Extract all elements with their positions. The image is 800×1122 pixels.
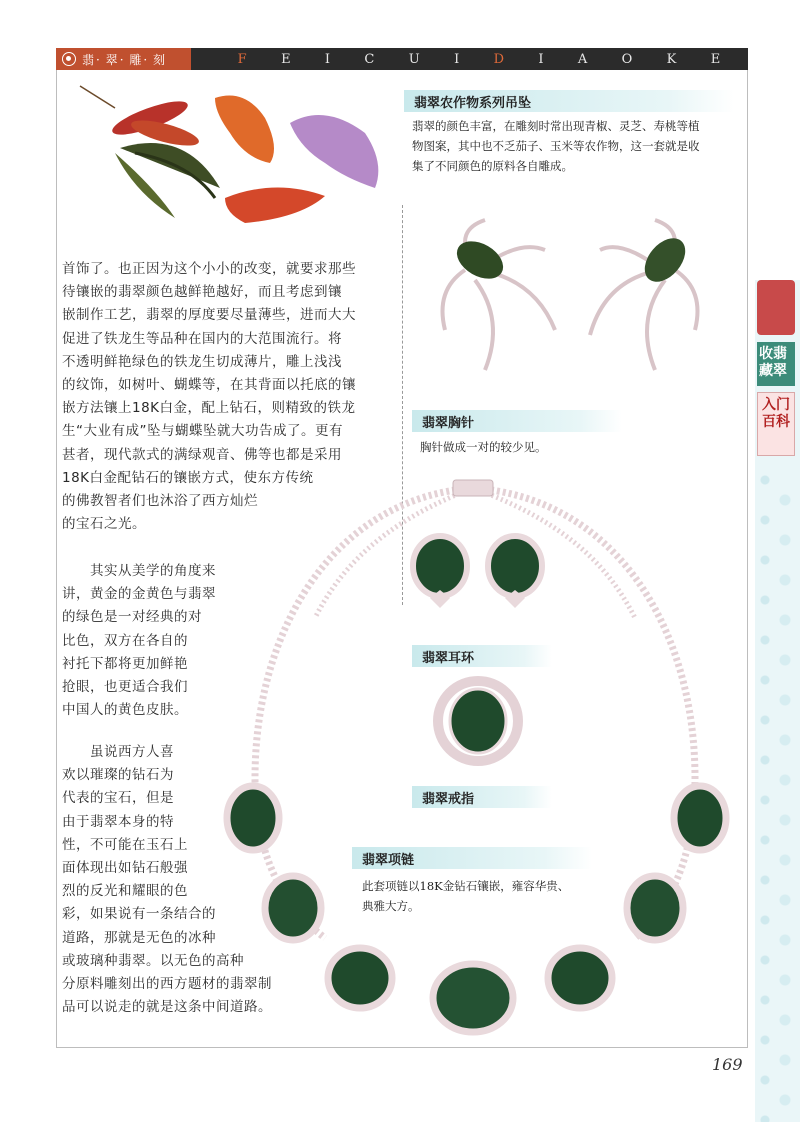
header-bar — [56, 48, 748, 70]
body-line: 不透明鲜艳绿色的铁龙生切成薄片，雕上浅浅 — [62, 353, 342, 370]
header-char: 翠 — [105, 52, 118, 67]
body-line: 性，不可能在玉石上 — [62, 836, 188, 853]
pendant-title-text: 翡翠农作物系列吊坠 — [414, 95, 532, 111]
body-line: 其实从美学的角度来 — [62, 563, 216, 579]
body-line: 待镶嵌的翡翠颜色越鲜艳越好，而且考虑到镶 — [62, 284, 342, 301]
pinyin-letter: K — [666, 51, 678, 67]
body-line: 讲，黄金的金黄色与翡翠 — [62, 586, 216, 603]
side-tab-line: 收翡 — [759, 346, 787, 362]
pinyin-letter: I — [324, 51, 332, 67]
body-line: 品可以说走的就是这条中间道路。 — [62, 999, 272, 1016]
body-line: 或玻璃种翡翠。以无色的高种 — [62, 952, 244, 969]
pinyin-letter: C — [364, 51, 376, 67]
brooch-caption-text: 胸针做成一对的较少见。 — [420, 440, 547, 454]
pinyin-letter: E — [710, 51, 722, 67]
caption-line: 物图案，其中也不乏茄子、玉米等农作物，这一套就是收 — [412, 139, 700, 153]
body-line: 抢眼，也更适合我们 — [62, 679, 188, 696]
necklace-title-text: 翡翠项链 — [362, 852, 415, 868]
floral-pattern — [755, 470, 800, 1122]
pinyin-letter: D — [493, 51, 505, 67]
body-line: 中国人的黄色皮肤。 — [62, 702, 188, 719]
vegetable-pendants-image — [75, 78, 395, 238]
page-number: 169 — [712, 1055, 743, 1074]
body-line: 衬托下都将更加鲜艳 — [62, 655, 188, 672]
body-line: 的纹饰，如树叶、蝴蝶等，在其背面以托底的镶 — [62, 377, 356, 394]
caption-line: 此套项链以18K金钻石镶嵌，雍容华贵、 — [362, 879, 570, 893]
caption-line: 翡翠的颜色丰富，在雕刻时常出现青椒、灵芝、寿桃等植 — [412, 119, 700, 133]
body-line: 分原料雕刻出的西方题材的翡翠制 — [62, 976, 272, 993]
pinyin-letter: A — [577, 51, 589, 67]
logo-emblem-icon — [62, 52, 76, 66]
caption-line: 集了不同颜色的原料各自雕成。 — [412, 159, 573, 173]
header-char: 翡 — [82, 52, 95, 67]
ring-caption-title — [412, 786, 552, 808]
body-line: 促进了铁龙生等品种在国内的大范围流行。将 — [62, 330, 342, 347]
jade-brooch-pair-image — [425, 210, 725, 390]
side-tab-line: 入门 — [762, 397, 790, 413]
body-line: 生“大业有成”坠与蝴蝶坠就大功告成了。更有 — [62, 423, 343, 440]
body-line: 嵌方法镶上18K白金，配上钻石，则精致的铁龙 — [62, 400, 356, 417]
section-logo: 翡 · 翠 · 雕 · 刻 — [56, 48, 191, 70]
body-line: 虽说西方人喜 — [62, 744, 174, 760]
necklace-caption-text — [362, 876, 602, 916]
pendant-caption-text — [412, 116, 742, 176]
jade-ring-tab-icon — [757, 280, 795, 335]
side-tab-encyclopedia — [757, 392, 795, 456]
body-line: 嵌制作工艺，翡翠的厚度要尽量薄些，进而大大 — [62, 307, 356, 324]
earring-title-text: 翡翠耳环 — [422, 650, 475, 666]
side-tab-line: 百科 — [762, 414, 790, 430]
side-tab-collect — [757, 342, 795, 386]
body-line: 欢以璀璨的钻石为 — [62, 767, 174, 784]
side-tab-line: 藏翠 — [759, 363, 787, 379]
pinyin-letter: I — [538, 51, 545, 67]
necklace-caption-title — [352, 847, 592, 869]
jade-necklace-image — [215, 478, 740, 1040]
body-line: 烈的反光和耀眼的色 — [62, 883, 188, 900]
body-line: 的绿色是一对经典的对 — [62, 609, 202, 626]
ring-title-text: 翡翠戒指 — [422, 791, 475, 807]
body-line: 甚者，现代款式的满绿观音、佛等也都是采用 — [62, 446, 342, 463]
body-line: 面体现出如钻石般强 — [62, 860, 188, 877]
header-char: 雕 — [129, 52, 142, 67]
body-line: 彩，如果说有一条结合的 — [62, 906, 216, 923]
pendant-caption-title — [404, 90, 734, 112]
pinyin-letter: O — [621, 51, 634, 67]
body-line: 的宝石之光。 — [62, 516, 146, 533]
body-line: 比色，双方在各自的 — [62, 632, 188, 649]
body-line: 代表的宝石，但是 — [62, 790, 174, 807]
pinyin-letter: E — [281, 51, 292, 67]
brooch-title-text: 翡翠胸针 — [422, 415, 475, 431]
pinyin-letter: I — [454, 51, 461, 67]
pinyin-letter: U — [408, 51, 421, 67]
header-char: 刻 — [153, 52, 166, 67]
body-line: 由于翡翠本身的特 — [62, 813, 174, 830]
pinyin-letter: F — [237, 51, 248, 67]
body-line: 首饰了。也正因为这个小小的改变，就要求那些 — [62, 261, 356, 277]
body-line: 道路，那就是无色的冰种 — [62, 929, 216, 946]
earring-caption-title — [412, 645, 552, 667]
brooch-caption-title — [412, 410, 622, 432]
body-line: 18K白金配钻石的镶嵌方式，使东方传统 — [62, 469, 314, 486]
pinyin-title — [191, 52, 748, 67]
body-line: 的佛教智者们也沐浴了西方灿烂 — [62, 493, 258, 510]
caption-line: 典雅大方。 — [362, 899, 420, 913]
